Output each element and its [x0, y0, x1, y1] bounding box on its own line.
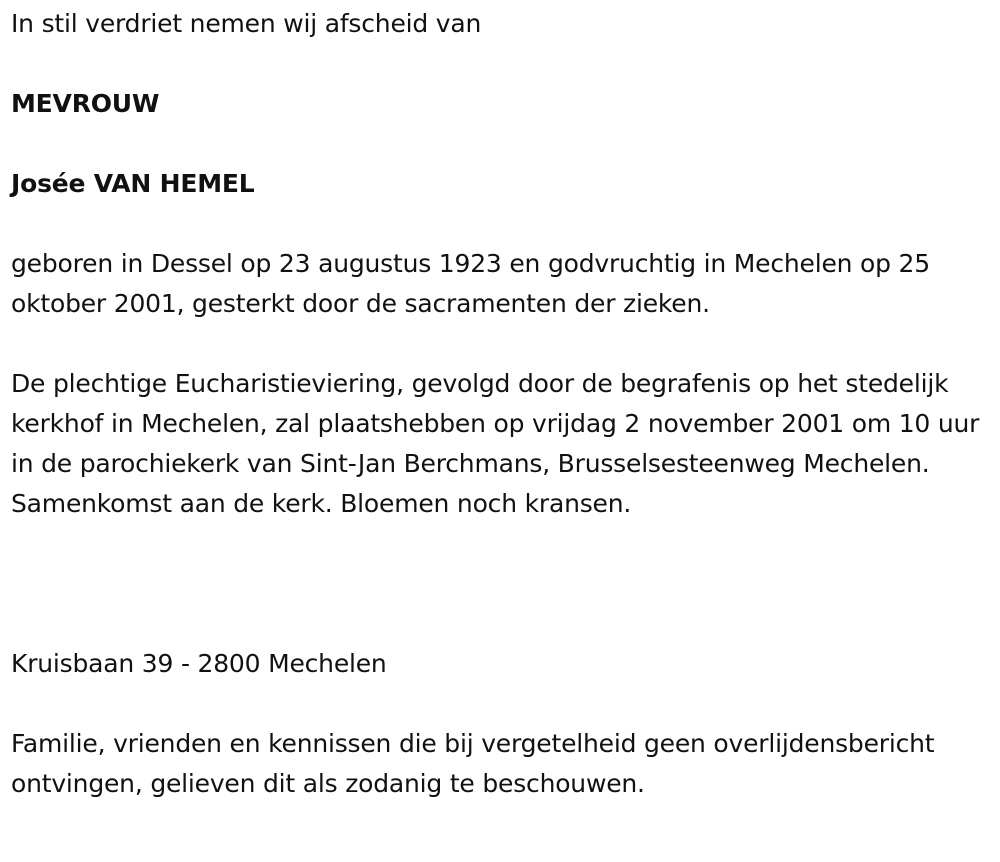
birth-death-paragraph: geboren in Dessel op 23 augustus 1923 en godvruchtig in Mechelen op 25 oktober 2001, gesterkt door de sacramenten der zieken.: [11, 249, 930, 318]
address-line: Kruisbaan 39 - 2800 Mechelen: [11, 649, 387, 678]
ceremony-paragraph: De plechtige Eucharistieviering, gevolgd door de begrafenis op het stedelijk kerkhof in Mechelen, zal plaatshebben op vrijdag 2 november 2001 om 10 uur in de parochiekerk van Sint-Jan Berchmans, Brusselsesteenweg Mechelen. Samenkomst aan de kerk. Bloemen noch kransen.: [11, 369, 980, 518]
intro-text: In stil verdriet nemen wij afscheid van: [11, 9, 482, 38]
deceased-name: Josée VAN HEMEL: [11, 169, 255, 198]
honorific-title: MEVROUW: [11, 89, 160, 118]
closing-paragraph: Familie, vrienden en kennissen die bij vergetelheid geen overlijdensbericht ontvingen, gelieven dit als zodanig te beschouwen.: [11, 729, 935, 798]
obituary-notice: [11, 4, 996, 804]
